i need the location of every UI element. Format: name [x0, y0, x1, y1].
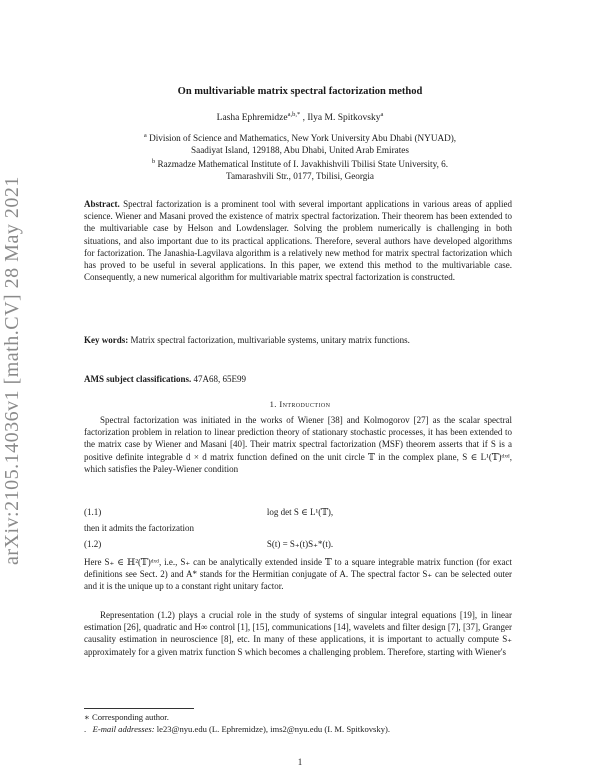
equation-1-2-label: (1.2) — [84, 539, 102, 549]
abstract — [84, 198, 512, 283]
section-heading-introduction: 1. Introduction — [269, 399, 331, 409]
footnote-email-label: E-mail addresses: — [92, 724, 155, 734]
abstract-label: Abstract. — [84, 199, 120, 209]
affiliation-a-mark: a — [143, 132, 147, 139]
author-line — [0, 112, 600, 124]
ams-text: 47A68, 65E99 — [193, 374, 246, 384]
affiliation-b-line1: Razmadze Mathematical Institute of I. Javakhishvili Tbilisi State University, 6. — [157, 159, 449, 169]
affiliation-b — [0, 158, 600, 182]
abstract-text: Spectral factorization is a prominent tool with several important applications in various areas of applied science. Wiener and Masani proved the existence of matrix spectral factorization. Their theorem has been extended to the multivariable case by Helson and Lowdenslager. Solving the problem numerically is challenging in both situations, and also important due to its practical applications. Therefore, several authors have developed algorithms for factorization. The Janashia-Lagvilava algorithm is a relatively new method for matrix spectral factorization which has proved to be useful in several applications. In this paper, we extend this method to the multivariable case. Consequently, a new numerical algorithm for multivariable matrix spectral factorization is constructed. — [84, 199, 512, 283]
affiliation-a-line1: Division of Science and Mathematics, New York University Abu Dhabi (NYUAD), — [149, 133, 457, 143]
intro-paragraph-3 — [84, 609, 512, 658]
intro-paragraph-3-text: Representation (1.2) plays a crucial role in the study of systems of singular integral equations [19], in linear estimation [26], quadratic and H∞ control [1], [15], communications [14], wavelets and filter design [7], [37], Granger causality estimation in neuroscience [8], etc. In many of these applications, it is important to actually compute S₊ approximately for a given matrix function S which becomes a challenging problem. Therefore, starting with Wiener's — [84, 610, 512, 657]
equation-1-1: log det S ∈ L¹(𝕋), — [266, 507, 334, 517]
page-number: 1 — [297, 757, 303, 767]
footnote-emails — [84, 724, 512, 735]
equation-1-1-label: (1.1) — [84, 507, 102, 517]
intro-paragraph-2-text: Here S₊ ∈ ℍ²(𝕋)ᵈˣᵈ, i.e., S₊ can be analytically extended inside 𝕋 to a square integrable matrix function (for exact definitions see Sect. 2) and A* stands for the Hermitian conjugate of A. The spectral factor S₊ can be selected outer and it is the unique up to a constant right unitary factor. — [84, 557, 512, 592]
author-ephremidze: Lasha Ephremidze — [216, 113, 288, 123]
paper-title: On multivariable matrix spectral factorization method — [177, 86, 423, 97]
keywords — [84, 334, 512, 346]
ams-label: AMS subject classifications. — [84, 374, 192, 384]
footnote-email-prefix: . — [84, 724, 87, 734]
arxiv-identifier: arXiv:2105.14036v1 [math.CV] 28 May 2021 — [1, 176, 23, 565]
author-separator: , — [300, 113, 308, 123]
affiliation-a — [0, 132, 600, 156]
intro-paragraph-2 — [84, 556, 512, 593]
footnote-rule — [84, 708, 194, 709]
ams-classification — [84, 373, 512, 385]
author1-marks: a,b,* — [287, 111, 301, 118]
author2-marks: a — [380, 111, 384, 118]
equation-1-2: S(t) = S₊(t)S₊*(t). — [266, 539, 334, 549]
then-text: then it admits the factorization — [84, 523, 194, 533]
footnote-email-text: le23@nyu.edu (L. Ephremidze), ims2@nyu.edu (I. M. Spitkovsky). — [156, 724, 391, 734]
keywords-label: Key words: — [84, 335, 129, 345]
intro-paragraph-1 — [84, 414, 512, 475]
affiliation-a-line2: Saadiyat Island, 129188, Abu Dhabi, United Arab Emirates — [191, 145, 409, 156]
keywords-text: Matrix spectral factorization, multivariable systems, unitary matrix functions. — [130, 335, 410, 345]
intro-paragraph-1-text: Spectral factorization was initiated in the works of Wiener [38] and Kolmogorov [27] as the scalar spectral factorization problem in relation to linear prediction theory of stationary stochastic processes, it has been extended to the matrix case by Wiener and Masani [40]. Their matrix spectral factorization (MSF) theorem asserts that if S is a positive definite integrable d × d matrix function defined on the unit circle 𝕋 in the complex plane, S ∈ L¹(𝕋)ᵈˣᵈ, which satisfies the Paley-Wiener condition — [84, 415, 512, 474]
footnote-corresponding: ∗ Corresponding author. — [84, 712, 169, 722]
author-spitkovsky: Ilya M. Spitkovsky — [307, 113, 381, 123]
affiliation-b-mark: b — [151, 158, 156, 165]
affiliation-b-line2: Tamarashvili Str., 0177, Tbilisi, Georgia — [225, 171, 375, 182]
